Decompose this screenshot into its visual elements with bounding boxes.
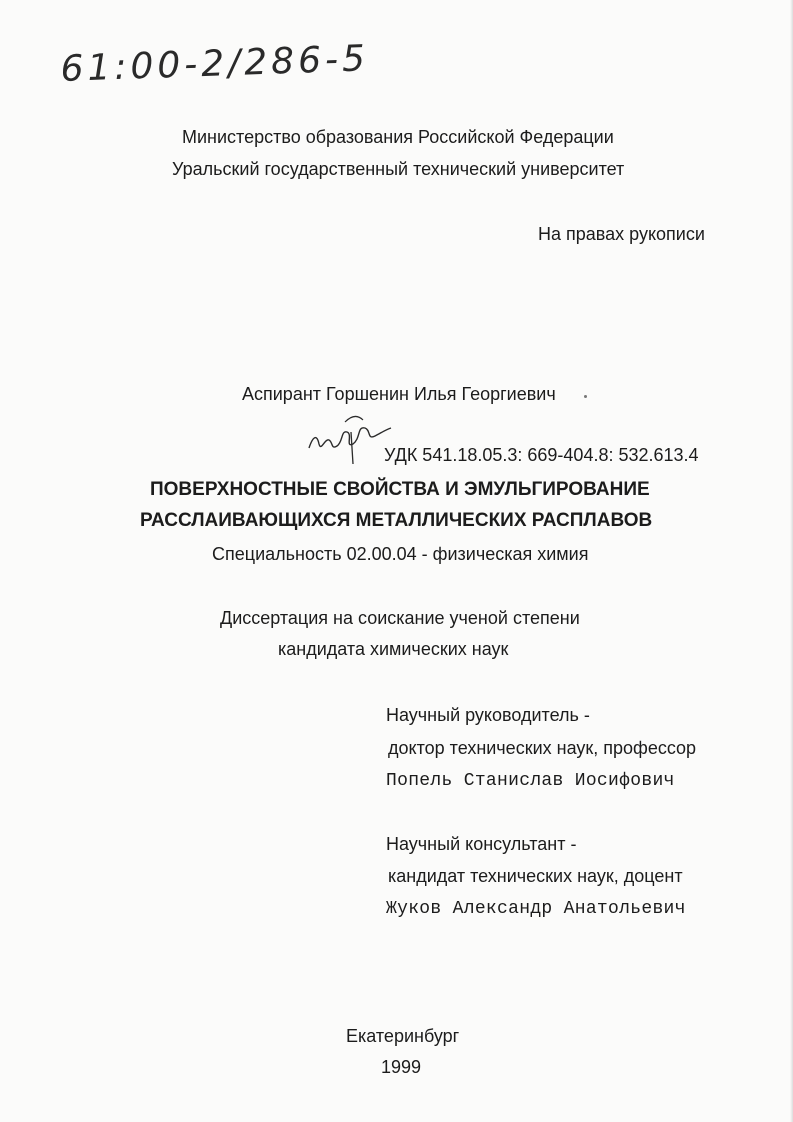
dissertation-line-1: Диссертация на соискание ученой степени [220, 608, 580, 628]
supervisor-degree: доктор технических наук, профессор [388, 738, 697, 758]
consultant-role: Научный консультант - [386, 834, 577, 854]
dot-mark [584, 395, 587, 398]
manuscript-rights: На правах рукописи [538, 224, 705, 244]
supervisor-role: Научный руководитель - [386, 705, 590, 725]
applicant-line: Аспирант Горшенин Илья Георгиевич [242, 384, 556, 404]
specialty-line: Специальность 02.00.04 - физическая химия [212, 544, 589, 564]
consultant-name: Жуков Александр Анатольевич [386, 899, 686, 919]
udc-code: УДК 541.18.05.3: 669-404.8: 532.613.4 [384, 445, 699, 465]
signature-icon [305, 408, 395, 468]
consultant-degree: кандидат технических наук, доцент [388, 866, 683, 886]
city: Екатеринбург [346, 1026, 460, 1046]
title-line-2: РАССЛАИВАЮЩИХСЯ МЕТАЛЛИЧЕСКИХ РАСПЛАВОВ [140, 510, 653, 531]
dissertation-line-2: кандидата химических наук [278, 639, 509, 659]
archive-number: 61:00-2/286-5 [59, 38, 370, 90]
supervisor-name: Попель Станислав Иосифович [386, 771, 675, 791]
university-line: Уральский государственный технический университет [172, 159, 625, 179]
ministry-line: Министерство образования Российской Федерации [182, 127, 614, 147]
title-line-1: ПОВЕРХНОСТНЫЕ СВОЙСТВА И ЭМУЛЬГИРОВАНИЕ [150, 479, 650, 500]
year: 1999 [381, 1057, 422, 1077]
